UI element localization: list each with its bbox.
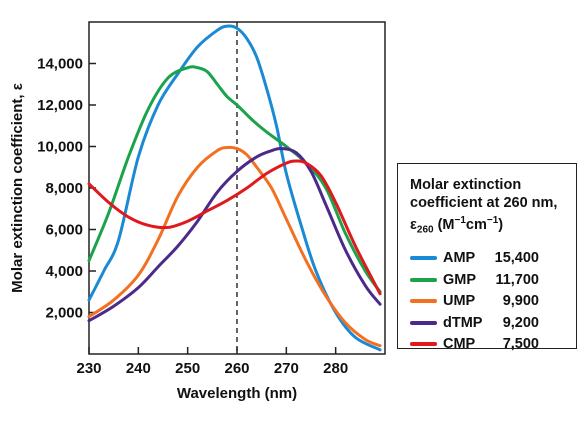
legend-entry-dtmp bbox=[410, 312, 566, 334]
legend bbox=[397, 163, 577, 353]
legend-name-gmp: GMP bbox=[443, 271, 477, 288]
x-axis-title: Wavelength (nm) bbox=[176, 385, 298, 402]
legend-list bbox=[410, 248, 566, 356]
legend-swatch-cmp bbox=[410, 342, 437, 346]
unit-mid: cm bbox=[465, 216, 487, 233]
legend-value-ump: 9,900 bbox=[502, 293, 539, 310]
legend-value-dtmp: 9,200 bbox=[502, 314, 539, 331]
legend-swatch-ump bbox=[410, 299, 437, 303]
legend-title bbox=[410, 176, 566, 240]
legend-value-gmp: 11,700 bbox=[495, 271, 539, 288]
y-tick-label: 6,000 bbox=[45, 221, 83, 239]
legend-title-line1: Molar extinction bbox=[410, 177, 522, 193]
unit-open: (M bbox=[433, 216, 455, 233]
legend-name-ump: UMP bbox=[443, 293, 476, 310]
legend-swatch-gmp bbox=[410, 278, 437, 282]
x-tick-label: 280 bbox=[323, 360, 349, 377]
x-tick-label: 260 bbox=[224, 360, 250, 377]
legend-swatch-amp bbox=[410, 256, 437, 260]
y-tick-label: 14,000 bbox=[37, 55, 83, 73]
x-tick-label: 250 bbox=[175, 360, 201, 377]
x-tick-label: 230 bbox=[76, 360, 102, 377]
legend-name-dtmp: dTMP bbox=[443, 314, 483, 331]
x-tick-label: 270 bbox=[273, 360, 299, 377]
legend-title-line2: coefficient at 260 nm, bbox=[410, 195, 558, 211]
y-tick-label: 2,000 bbox=[45, 304, 83, 322]
epsilon-symbol: ε bbox=[410, 216, 417, 233]
unit-close: ) bbox=[498, 216, 504, 233]
y-axis-title: Molar extinction coefficient, ε bbox=[9, 83, 26, 293]
series-line-amp bbox=[89, 26, 380, 350]
legend-title-line3 bbox=[410, 212, 566, 240]
x-tick-label: 240 bbox=[125, 360, 151, 377]
legend-value-amp: 15,400 bbox=[494, 250, 539, 267]
y-tick-label: 10,000 bbox=[37, 138, 83, 156]
unit-sup-1: −1 bbox=[454, 215, 466, 226]
tick-labels bbox=[37, 56, 348, 378]
legend-entry-cmp bbox=[410, 334, 566, 356]
legend-entry-gmp bbox=[410, 269, 566, 291]
y-tick-label: 4,000 bbox=[45, 263, 83, 280]
y-tick-label: 8,000 bbox=[45, 180, 83, 197]
epsilon-subscript: 260 bbox=[416, 224, 434, 236]
legend-swatch-dtmp bbox=[410, 321, 437, 325]
legend-entry-ump bbox=[410, 291, 566, 313]
y-tick-label: 12,000 bbox=[37, 97, 83, 114]
legend-name-cmp: CMP bbox=[443, 336, 476, 353]
legend-value-cmp: 7,500 bbox=[502, 336, 539, 353]
legend-entry-amp bbox=[410, 248, 566, 270]
series-layer bbox=[89, 26, 380, 350]
legend-name-amp: AMP bbox=[443, 250, 476, 267]
unit-sup-2: −1 bbox=[486, 215, 499, 226]
